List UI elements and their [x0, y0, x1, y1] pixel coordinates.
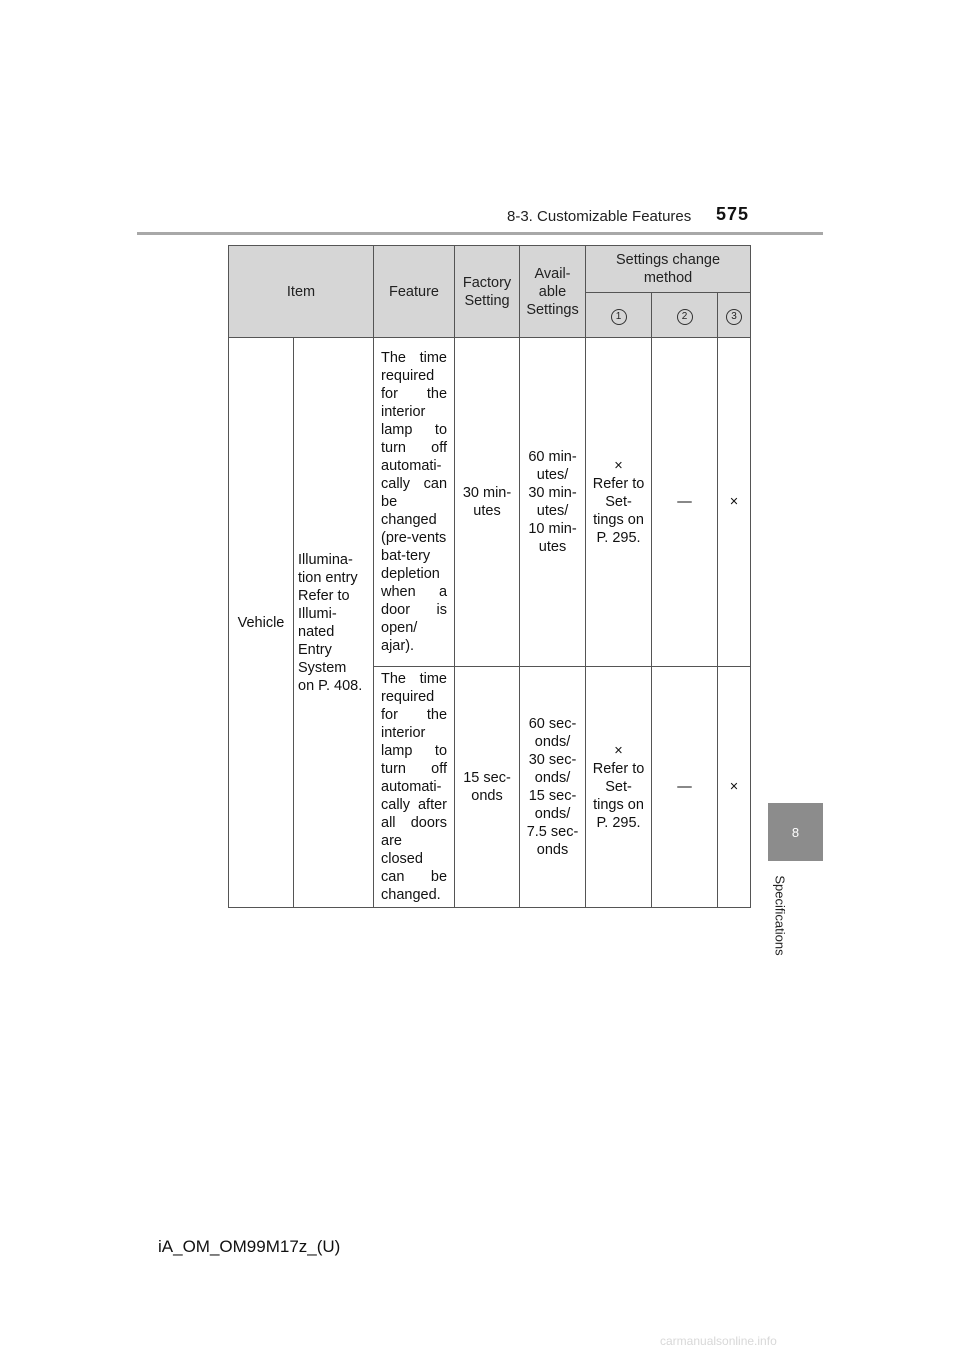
factory-setting-cell: 30 min- utes: [455, 338, 520, 667]
column-header-factory-setting: Factory Setting: [455, 246, 520, 338]
method-3-cell: ×: [718, 667, 751, 908]
setting-description-cell: The time required for the interior lamp to turn off automati-cally after all doors are closed can be changed.: [374, 667, 455, 908]
method-1-cell: × Refer to Set- tings on P. 295.: [586, 338, 652, 667]
available-settings-cell: 60 sec- onds/ 30 sec- onds/ 15 sec- onds/ 7.5 sec- onds: [520, 667, 586, 908]
method-2-cell: —: [652, 667, 718, 908]
method-3-header: [718, 293, 751, 338]
method-2-cell: —: [652, 338, 718, 667]
circled-number-2: 2: [677, 309, 693, 325]
page-number: 575: [716, 204, 750, 224]
column-header-settings-change-method: Settings change method: [586, 246, 751, 293]
watermark: carmanualsonline.info: [660, 1334, 777, 1348]
chapter-number: 8: [791, 824, 800, 840]
method-2-header: [652, 293, 718, 338]
column-header-feature: Feature: [374, 246, 455, 338]
customizable-features-table: [228, 245, 751, 908]
setting-description-cell: The time required for the interior lamp to turn off automati-cally can be changed (pre-vents bat-tery depletion when a door is open/ ajar).: [374, 338, 455, 667]
factory-setting-cell: 15 sec- onds: [455, 667, 520, 908]
table-header-row: [229, 246, 751, 293]
section-title: 8-3. Customizable Features: [507, 208, 692, 225]
item-cell: Vehicle: [229, 338, 294, 908]
circled-number-3: 3: [726, 309, 742, 325]
chapter-label: Specifications: [772, 875, 788, 956]
method-1-header: [586, 293, 652, 338]
method-1-cell: × Refer to Set- tings on P. 295.: [586, 667, 652, 908]
feature-cell: Illumina- tion entry Refer to Illumi- nated Entry System on P. 408.: [294, 338, 374, 908]
column-header-available-settings: Avail- able Settings: [520, 246, 586, 338]
chapter-tab[interactable]: [768, 803, 823, 861]
available-settings-cell: 60 min- utes/ 30 min- utes/ 10 min- utes: [520, 338, 586, 667]
chapter-label-container: [768, 868, 792, 963]
column-header-item: Item: [229, 246, 374, 338]
manual-code: iA_OM_OM99M17z_(U): [158, 1237, 341, 1256]
header-divider: [137, 232, 823, 235]
method-3-cell: ×: [718, 338, 751, 667]
circled-number-1: 1: [611, 309, 627, 325]
table-row: [229, 338, 751, 667]
